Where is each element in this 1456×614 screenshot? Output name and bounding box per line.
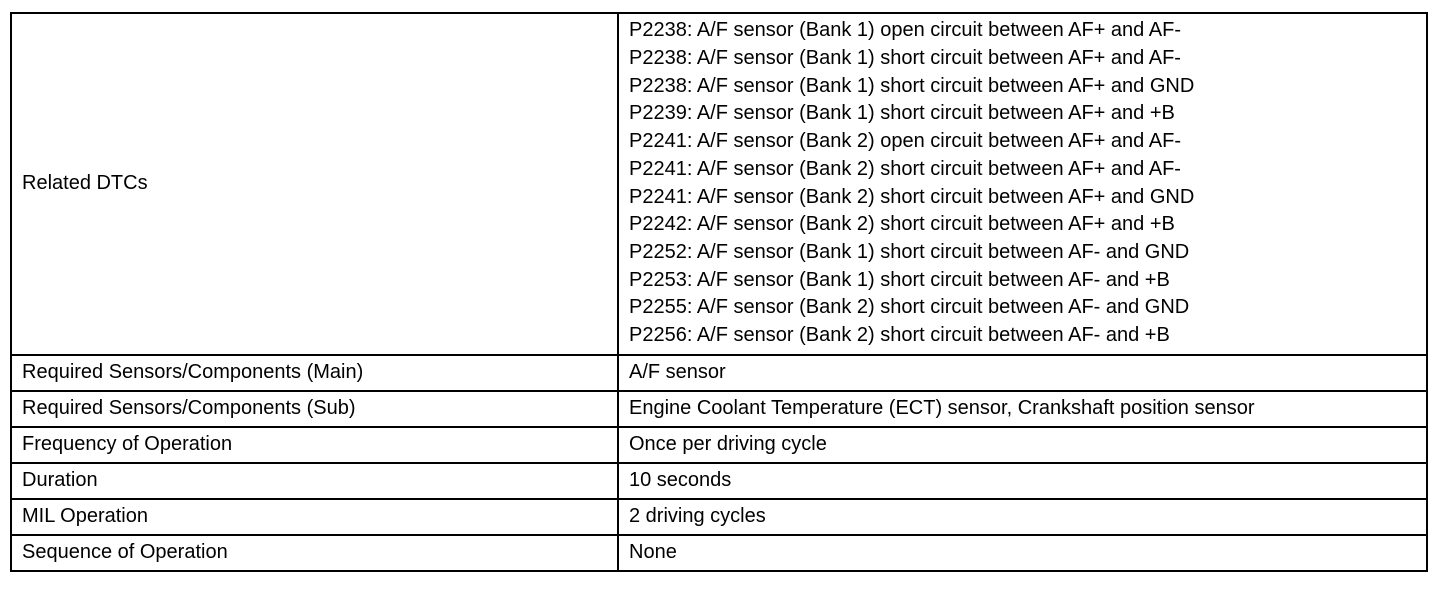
dtc-list <box>629 14 1416 353</box>
row-label: Required Sensors/Components (Sub) <box>11 391 618 427</box>
table-row-related-dtcs <box>11 13 1427 355</box>
dtc-item: P2256: A/F sensor (Bank 2) short circuit between AF- and +B <box>629 324 1170 347</box>
row-value: 10 seconds <box>618 463 1427 499</box>
dtc-list-cell <box>618 13 1427 355</box>
specs-table <box>10 12 1428 572</box>
dtc-item: P2253: A/F sensor (Bank 1) short circuit between AF- and +B <box>629 268 1170 291</box>
dtc-item: P2238: A/F sensor (Bank 1) open circuit between AF+ and AF- <box>629 19 1181 42</box>
table-row-mil-operation <box>11 499 1427 535</box>
table-row-required-sub <box>11 391 1427 427</box>
dtc-item: P2241: A/F sensor (Bank 2) short circuit between AF+ and AF- <box>629 157 1181 180</box>
row-label: Required Sensors/Components (Main) <box>11 355 618 391</box>
dtc-item: P2239: A/F sensor (Bank 1) short circuit between AF+ and +B <box>629 102 1175 125</box>
table-row-required-main <box>11 355 1427 391</box>
dtc-item: P2238: A/F sensor (Bank 1) short circuit between AF+ and GND <box>629 74 1195 97</box>
table-row-sequence <box>11 535 1427 571</box>
row-label: MIL Operation <box>11 499 618 535</box>
row-label: Related DTCs <box>11 13 618 355</box>
dtc-item: P2255: A/F sensor (Bank 2) short circuit between AF- and GND <box>629 296 1190 319</box>
row-value: Once per driving cycle <box>618 427 1427 463</box>
row-value: Engine Coolant Temperature (ECT) sensor, Crankshaft position sensor <box>618 391 1427 427</box>
row-value: None <box>618 535 1427 571</box>
row-label: Sequence of Operation <box>11 535 618 571</box>
table-row-duration <box>11 463 1427 499</box>
row-label: Duration <box>11 463 618 499</box>
row-value: A/F sensor <box>618 355 1427 391</box>
row-value: 2 driving cycles <box>618 499 1427 535</box>
dtc-item: P2241: A/F sensor (Bank 2) open circuit between AF+ and AF- <box>629 130 1181 153</box>
row-label: Frequency of Operation <box>11 427 618 463</box>
dtc-item: P2242: A/F sensor (Bank 2) short circuit between AF+ and +B <box>629 213 1175 236</box>
specs-table-container <box>10 12 1428 572</box>
dtc-item: P2252: A/F sensor (Bank 1) short circuit between AF- and GND <box>629 240 1190 263</box>
dtc-item: P2238: A/F sensor (Bank 1) short circuit between AF+ and AF- <box>629 46 1181 69</box>
table-row-frequency <box>11 427 1427 463</box>
dtc-item: P2241: A/F sensor (Bank 2) short circuit between AF+ and GND <box>629 185 1195 208</box>
